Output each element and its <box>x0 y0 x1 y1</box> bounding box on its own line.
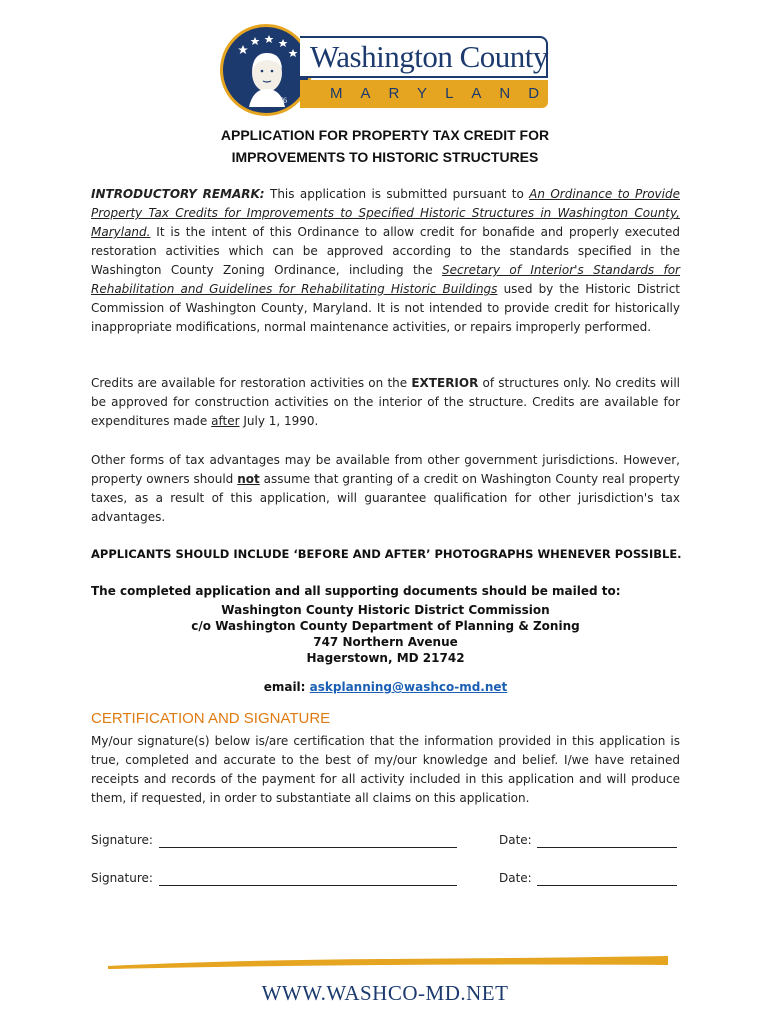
email-link[interactable]: askplanning@washco-md.net <box>309 680 508 694</box>
credits-paragraph <box>91 374 680 431</box>
email-line <box>91 680 680 694</box>
mailing-address <box>91 602 680 666</box>
signature-row <box>91 833 680 853</box>
credits-after: after <box>211 414 240 428</box>
ordinance-link[interactable]: An Ordinance to Provide Property Tax Credits for Improvements to Specified Historic Structures in Washington County, Maryland. <box>91 187 680 239</box>
address-line-4: Hagerstown, MD 21742 <box>306 651 465 665</box>
signature-field[interactable] <box>159 847 457 848</box>
signature-field[interactable] <box>159 885 457 886</box>
mailing-intro: The completed application and all supporting documents should be mailed to: <box>91 584 621 598</box>
other-forms-text-1: Other forms of tax advantages may be available from other government jurisdictions. However, property owners should <box>91 453 680 486</box>
date-label: Date: <box>499 871 532 885</box>
other-forms-not: not <box>237 472 260 486</box>
title-line-1: APPLICATION FOR PROPERTY TAX CREDIT FOR <box>220 127 550 143</box>
other-forms-paragraph <box>91 451 680 527</box>
certification-heading: CERTIFICATION AND SIGNATURE <box>91 710 331 727</box>
signature-label: Signature: <box>91 871 153 885</box>
logo-state-name: MARYLAND <box>330 85 558 102</box>
title-line-2: IMPROVEMENTS TO HISTORIC STRUCTURES <box>231 149 539 165</box>
intro-label: INTRODUCTORY REMARK: <box>91 187 265 201</box>
photos-notice: APPLICANTS SHOULD INCLUDE ‘BEFORE AND AFTER’ PHOTOGRAPHS WHENEVER POSSIBLE. <box>91 547 682 561</box>
washington-county-logo <box>220 24 558 120</box>
address-line-1: Washington County Historic District Commission <box>221 603 550 617</box>
address-line-2: c/o Washington County Department of Planning & Zoning <box>191 619 580 633</box>
date-field[interactable] <box>537 847 677 848</box>
logo-title-box <box>300 36 548 78</box>
signature-label: Signature: <box>91 833 153 847</box>
seal-year: 1776 <box>271 96 287 105</box>
credits-text-2: of structures only. No credits will be approved for construction activities on the interior of the structure. Credits are available for expenditures made <box>91 376 680 428</box>
signature-row <box>91 871 680 891</box>
date-field[interactable] <box>537 885 677 886</box>
credits-text-3: July 1, 1990. <box>243 414 319 428</box>
address-line-3: 747 Northern Avenue <box>313 635 458 649</box>
footer-website[interactable]: WWW.WASHCO-MD.NET <box>261 981 509 1005</box>
standards-link[interactable]: Secretary of Interior's Standards for Rehabilitation and Guidelines for Rehabilitating Historic Buildings <box>91 263 680 296</box>
credits-text-1: Credits are available for restoration activities on the <box>91 376 408 390</box>
other-forms-text-2: assume that granting of a credit on Washington County real property taxes, as a result of this application, will guarantee qualification for other jurisdiction's tax advantages. <box>91 472 680 524</box>
email-label: email: <box>263 680 306 694</box>
introductory-remark <box>91 185 680 337</box>
date-label: Date: <box>499 833 532 847</box>
george-washington-seal-icon <box>220 24 312 116</box>
certification-text: My/our signature(s) below is/are certification that the information provided in this application is true, completed and accurate to the best of my/our knowledge and belief. I/we have retained receipts and records of the payment for all activity included in this application and will produce them, if requested, in order to substantiate all claims on this application. <box>91 734 680 805</box>
intro-text-1: This application is submitted pursuant to <box>269 187 524 201</box>
intro-text-2: It is the intent of this Ordinance to allow credit for bonafide and properly executed restoration activities which can be approved according to the standards specified in the Washington County Zoning Ordinance, including the <box>91 225 680 277</box>
footer-swoosh-divider <box>108 952 668 974</box>
page-title <box>0 124 770 168</box>
intro-text-3: used by the Historic District Commission of Washington County, Maryland. It is not intended to provide credit for historically inappropriate modifications, normal maintenance activities, or repairs improperly performed. <box>91 282 680 334</box>
logo-county-name: Washington County <box>310 39 548 74</box>
credits-exterior: EXTERIOR <box>411 376 479 390</box>
logo-state-band <box>300 80 558 108</box>
